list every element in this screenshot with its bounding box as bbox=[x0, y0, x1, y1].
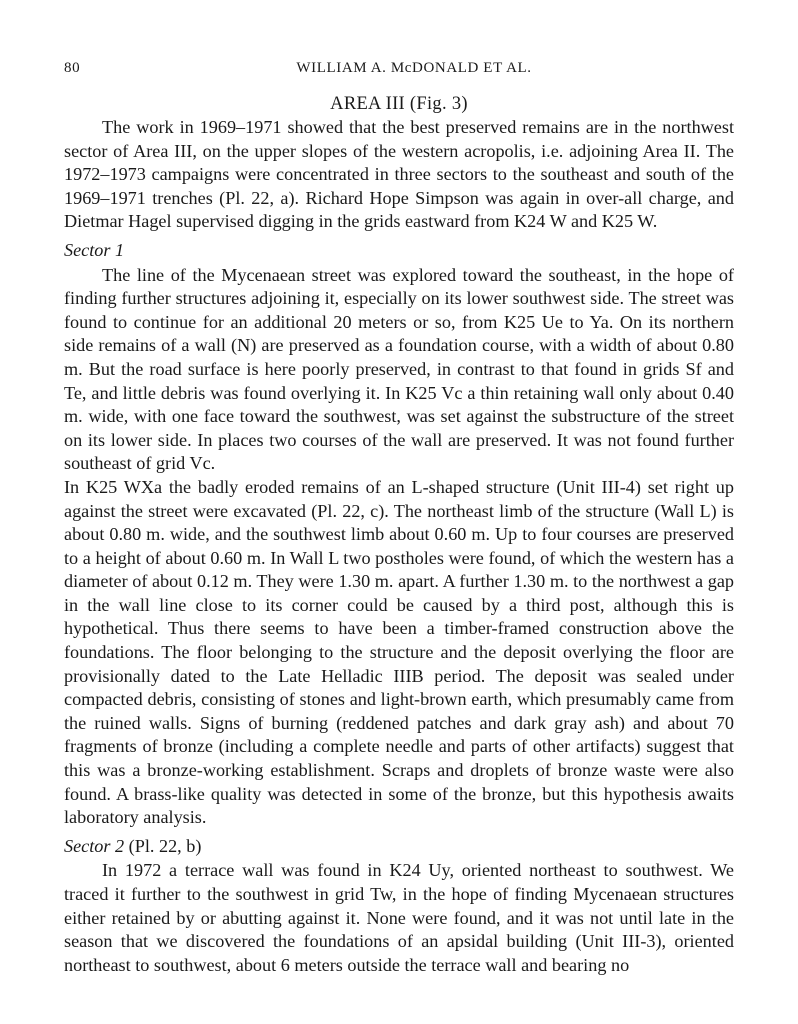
running-title: WILLIAM A. McDONALD ET AL. bbox=[296, 60, 532, 76]
running-head bbox=[64, 56, 734, 86]
sector-2-paragraph-1: In 1972 a terrace wall was found in K24 Uy, oriented northeast to southwest. We traced it further to the southwest in grid Tw, in the hope of finding Mycenaean structures either retained by or abutting against it. None were found, and it was not until late in the season that we discovered the foundations of an apsidal building (Unit III-3), oriented northeast to southwest, about 6 meters outside the terrace wall and bearing no bbox=[64, 860, 734, 975]
sector-2-heading-text: Sector 2 bbox=[64, 835, 125, 856]
sector-2-heading bbox=[64, 835, 734, 859]
intro-paragraph: The work in 1969–1971 showed that the best preserved remains are in the northwest sector of Area III, on the upper slopes of the western acropolis, i.e. adjoining Area II. The 1972–1973 campaigns were concentrated in three sectors to the southeast and south of the 1969–1971 trenches (Pl. 22, a). Richard Hope Simpson was again in over-all charge, and Dietmar Hagel supervised digging in the grids eastward from K24 W and K25 W. bbox=[64, 117, 734, 232]
sector-1-paragraph-2: In K25 WXa the badly eroded remains of an L-shaped structure (Unit III-4) set right up against the street were excavated (Pl. 22, c). The northeast limb of the structure (Wall L) is about 0.80 m. wide, and the southwest limb about 0.60 m. Up to four courses are preserved to a height of about 0.60 m. In Wall L two postholes were found, of which the western has a diameter of about 0.12 m. They were 1.30 m. apart. A further 1.30 m. to the northwest a gap in the wall line close to its corner could be caused by a third post, although this is hypothetical. Thus there seems to have been a timber-framed construction above the foundations. The floor belonging to the structure and the deposit overlying the floor are provisionally dated to the Late Helladic IIIB period. The deposit was sealed under compacted debris, consisting of stones and light-brown earth, which presumably came from the ruined walls. Signs of burning (reddened patches and dark gray ash) and about 70 fragments of bronze (including a complete needle and parts of other artifacts) suggest that this was a bronze-working establishment. Scraps and droplets of bronze waste were also found. A brass-like quality was detected in some of the bronze, but this hypothesis awaits laboratory analysis. bbox=[64, 476, 734, 828]
sector-2-plate-reference: (Pl. 22, b) bbox=[124, 835, 202, 856]
sector-1-heading-text: Sector 1 bbox=[64, 239, 125, 260]
document-page bbox=[64, 56, 734, 977]
page-number: 80 bbox=[64, 60, 81, 76]
section-heading: AREA III (Fig. 3) bbox=[330, 94, 468, 114]
sector-1-paragraph-1: The line of the Mycenaean street was explored toward the southeast, in the hope of finding further structures adjoining it, especially on its lower southwest side. The street was found to continue for an additional 20 meters or so, from K25 Ue to Ya. On its northern side remains of a wall (N) are preserved as a foundation course, with a width of about 0.80 m. But the road surface is here poorly preserved, in contrast to that found in grids Sf and Te, and little debris was found overlying it. In K25 Vc a thin retaining wall only about 0.40 m. wide, with one face toward the southwest, was set against the substructure of the street on its lower side. In places two courses of the wall are preserved. It was not found further southeast of grid Vc. bbox=[64, 264, 734, 474]
sector-1-heading bbox=[64, 239, 734, 263]
